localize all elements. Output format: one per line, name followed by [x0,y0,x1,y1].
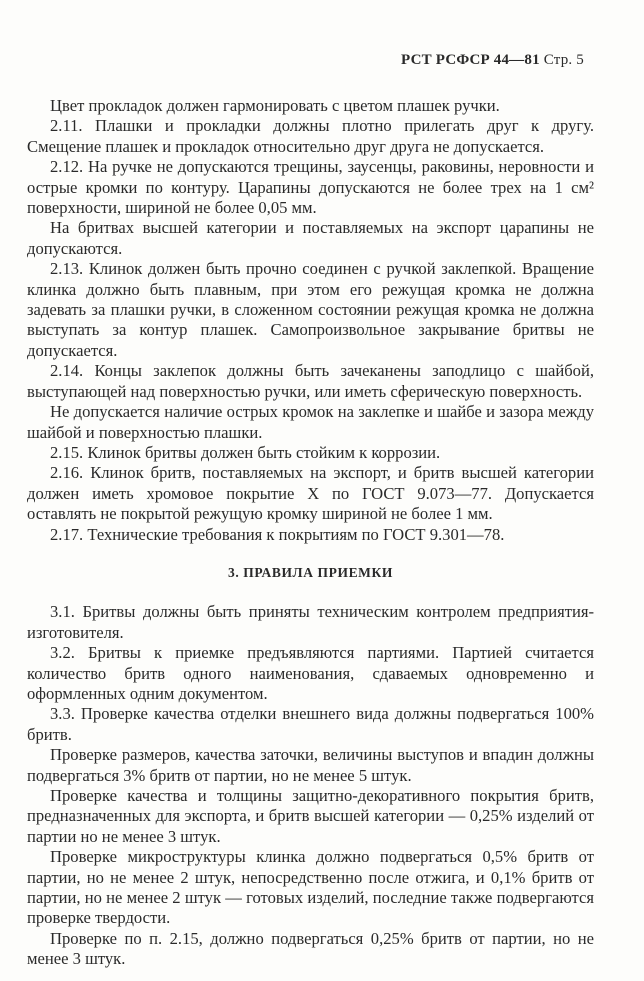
paragraph-coating-check: Проверке качества и толщины защитно-декоративного покрытия бритв, предназначенных для экспорта, и бритв высшей категории — 0,25% изделий от партии но не менее 3 штук. [27,786,594,846]
paragraph-color-spacers: Цвет прокладок должен гармонировать с цветом плашек ручки. [50,96,500,115]
paragraph-sharp-edges: Не допускается наличие острых кромок на заклепке и шайбе и зазора между шайбой и поверхностью плашки. [27,402,594,442]
paragraph-2-16: 2.16. Клинок бритв, поставляемых на экспорт, и бритв высшей категории должен иметь хромовое покрытие Х по ГОСТ 9.073—77. Допускается оставлять не покрытой режущую кромку шириной не более 1 мм. [27,463,594,524]
paragraph-scratches-export: На бритвах высшей категории и поставляемых на экспорт царапины не допускаются. [27,218,594,258]
page-number: Стр. 5 [543,52,584,68]
paragraph-2-13: 2.13. Клинок должен быть прочно соединен с ручкой заклепкой. Вращение клинка должно быть плавным, при этом его режущая кромка не должна задевать за плашки ручки, в сложенном состоянии режущая кромка не должна выступать за контур плашек. Самопроизвольное закрывание бритвы не допускается. [27,259,594,360]
paragraph-2-14: 2.14. Концы заклепок должны быть зачеканены заподлицо с шайбой, выступающей над поверхностью ручки, или иметь сферическую поверхность. [27,361,594,401]
document-body [27,96,594,970]
paragraph-3-1: 3.1. Бритвы должны быть приняты техническим контролем предприятия-изготовителя. [27,602,594,642]
paragraph-2-17: 2.17. Технические требования к покрытиям по ГОСТ 9.301—78. [50,524,505,544]
paragraph-2-11: 2.11. Плашки и прокладки должны плотно прилегать друг к другу. Смещение плашек и прокладок относительно друг друга не допускается. [27,116,594,156]
paragraph-dimensions-check: Проверке размеров, качества заточки, величины выступов и впадин должны подвергаться 3% бритв от партии, но не менее 5 штук. [27,745,594,785]
paragraph-2-12: 2.12. На ручке не допускаются трещины, заусенцы, раковины, неровности и острые кромки по контуру. Царапины допускаются не более трех на 1 см² поверхности, шириной не более 0,05 мм. [27,157,594,218]
page-header [401,52,584,69]
paragraph-2-15: 2.15. Клинок бритвы должен быть стойким к коррозии. [50,442,441,462]
section-heading: 3. ПРАВИЛА ПРИЕМКИ [227,564,394,580]
document-code: РСТ РСФСР 44—81 [401,52,540,68]
paragraph-corrosion-check: Проверке по п. 2.15, должно подвергаться 0,25% бритв от партии, но не менее 3 штук. [27,928,594,969]
paragraph-3-2: 3.2. Бритвы к приемке предъявляются партиями. Партией считается количество бритв одного наименования, сдаваемых одновременно и оформленных одним документом. [27,643,594,703]
paragraph-3-3: 3.3. Проверке качества отделки внешнего вида должны подвергаться 100% бритв. [27,704,594,744]
paragraph-microstructure-check: Проверке микроструктуры клинка должно подвергаться 0,5% бритв от партии, но не менее 2 штук, непосредственно после отжига, и 0,1% бритв от партии, но не менее 2 штук — готовых изделий, последние также подвергаются проверке твердости. [27,847,594,928]
